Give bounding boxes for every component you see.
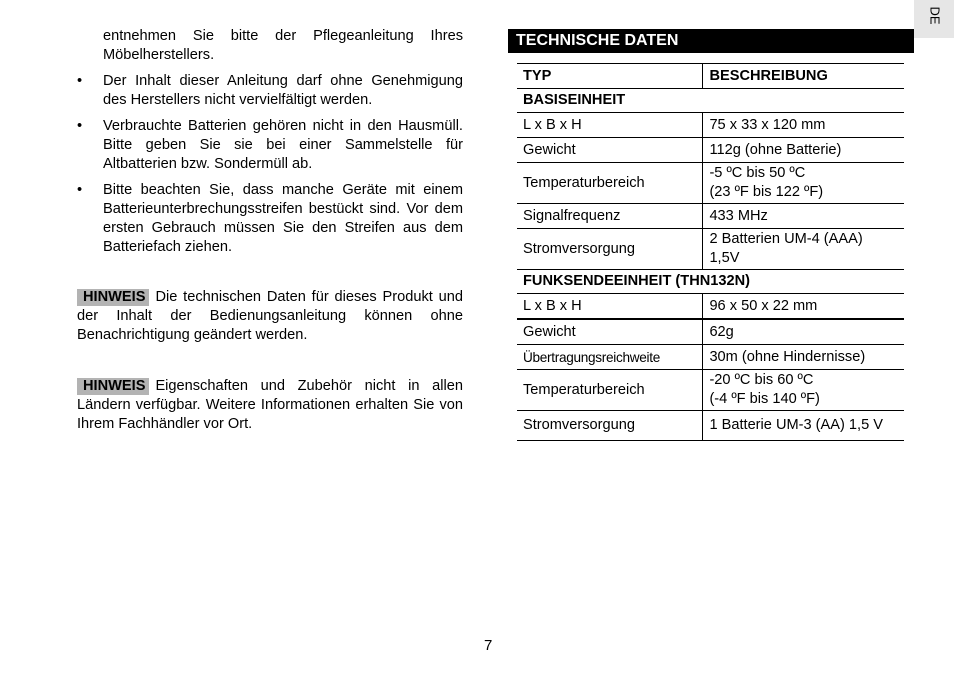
- spec-table: [517, 63, 904, 441]
- spec-label: L x B x H: [517, 113, 703, 138]
- header-cell: TYP: [517, 64, 703, 89]
- table-row: [517, 229, 904, 270]
- table-header-row: [517, 64, 904, 89]
- spec-value: 75 x 33 x 120 mm: [703, 113, 904, 138]
- table-row: [517, 370, 904, 411]
- bullet-symbol: •: [77, 182, 83, 198]
- header-cell: BESCHREIBUNG: [703, 64, 904, 89]
- left-column: [77, 27, 463, 434]
- group-row: [517, 89, 904, 113]
- spec-value-line: -20 ºC bis 60 ºC: [709, 372, 814, 388]
- group-row: [517, 270, 904, 294]
- spec-value: [703, 163, 904, 204]
- spec-value: 30m (ohne Hindernisse): [703, 345, 904, 370]
- bullet-symbol: •: [77, 73, 83, 89]
- spec-value-line: 2 Batterien UM-4 (AAA): [709, 231, 863, 247]
- page-number: 7: [484, 637, 493, 654]
- spec-value-line: 1,5V: [709, 250, 740, 266]
- spec-value: [703, 229, 904, 270]
- group-title: FUNKSENDEEINHEIT (THN132N): [517, 270, 904, 294]
- note-block: [77, 288, 463, 345]
- spec-label: L x B x H: [517, 294, 703, 320]
- spec-label: Übertragungsreichweite: [517, 345, 703, 370]
- note-block: [77, 377, 463, 434]
- note-tag: HINWEIS: [77, 378, 149, 395]
- spec-value-line: (-4 ºF bis 140 ºF): [709, 391, 820, 407]
- spec-label: Temperaturbereich: [517, 370, 703, 411]
- note-text: Eigenschaften und Zubehör nicht in allen Ländern verfügbar. Weitere Informationen erhalten Sie von Ihrem Fachhändler vor Ort.: [77, 378, 463, 432]
- spec-label: Gewicht: [517, 319, 703, 345]
- table-row: [517, 345, 904, 370]
- spec-value: 112g (ohne Batterie): [703, 138, 904, 163]
- list-item: [77, 117, 463, 174]
- list-item-text: Der Inhalt dieser Anleitung darf ohne Genehmigung des Herstellers nicht vervielfältigt werden.: [103, 73, 463, 108]
- spec-label: Stromversorgung: [517, 411, 703, 441]
- table-row: [517, 411, 904, 441]
- intro-continuation: entnehmen Sie bitte der Pflegeanleitung Ihres Möbelherstellers.: [103, 28, 463, 63]
- spec-value: 1 Batterie UM-3 (AA) 1,5 V: [703, 411, 904, 441]
- table-row: [517, 319, 904, 345]
- spec-value: 433 MHz: [703, 204, 904, 229]
- table-row: [517, 163, 904, 204]
- table-row: [517, 113, 904, 138]
- spec-value-line: (23 ºF bis 122 ºF): [709, 184, 824, 200]
- list-item-text: Bitte beachten Sie, dass manche Geräte mit einem Batterieunterbrechungsstreifen bestückt sind. Vor dem ersten Gebrauch müssen Sie den Streifen aus dem Batteriefach ziehen.: [103, 182, 463, 255]
- language-tab: [914, 0, 954, 38]
- list-item-text: Verbrauchte Batterien gehören nicht in den Hausmüll. Bitte geben Sie sie bei einer Sammelstelle für Altbatterien bzw. Sondermüll ab.: [103, 118, 463, 172]
- language-tab-label: DE: [927, 6, 943, 25]
- list-item: [77, 72, 463, 110]
- table-row: [517, 204, 904, 229]
- spec-value: 62g: [703, 319, 904, 345]
- list-item: [77, 181, 463, 257]
- section-title: TECHNISCHE DATEN: [508, 29, 914, 53]
- spec-label: Signalfrequenz: [517, 204, 703, 229]
- spec-label: Gewicht: [517, 138, 703, 163]
- spec-label: Stromversorgung: [517, 229, 703, 270]
- spec-label: Temperaturbereich: [517, 163, 703, 204]
- group-title: BASISEINHEIT: [517, 89, 904, 113]
- note-tag: HINWEIS: [77, 289, 149, 306]
- note-text: Die technischen Daten für dieses Produkt und der Inhalt der Bedienungsanleitung können ohne Benachrichtigung geändert werden.: [77, 289, 463, 343]
- bullet-symbol: •: [77, 118, 83, 134]
- spec-value: [703, 370, 904, 411]
- spec-value-line: -5 ºC bis 50 ºC: [709, 165, 806, 181]
- table-row: [517, 294, 904, 320]
- spec-value: 96 x 50 x 22 mm: [703, 294, 904, 320]
- table-row: [517, 138, 904, 163]
